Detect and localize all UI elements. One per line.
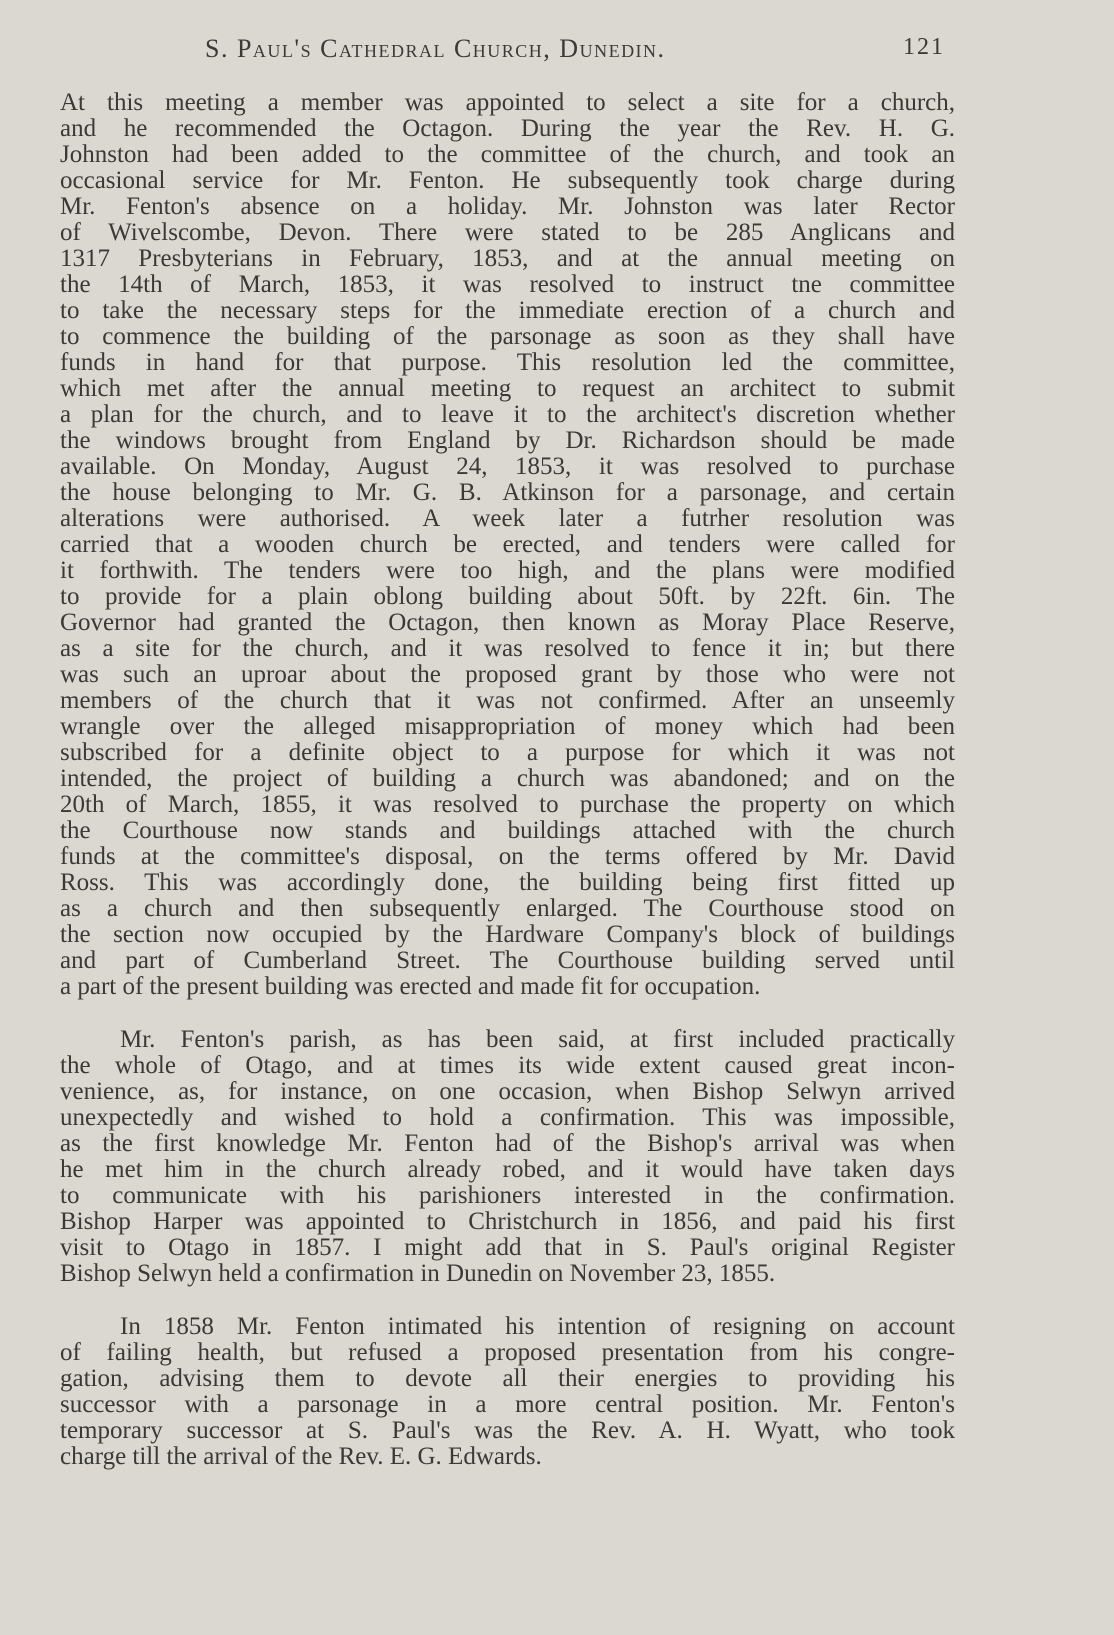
text-line: the section now occupied by the Hardware Company's block of buildings (60, 921, 955, 948)
text-line: temporary successor at S. Paul's was the Rev. A. H. Wyatt, who took (60, 1417, 955, 1444)
text-line: as a church and then subsequently enlarged. The Courthouse stood on (60, 895, 955, 922)
text-line: Mr. Fenton's parish, as has been said, at first included practically (120, 1026, 955, 1053)
paragraph-gap (60, 1287, 955, 1314)
text-line: funds at the committee's disposal, on the terms offered by Mr. David (60, 843, 955, 870)
text-line: it forthwith. The tenders were too high, and the plans were modified (60, 557, 955, 584)
text-line: the windows brought from England by Dr. Richardson should be made (60, 427, 955, 454)
text-line: Mr. Fenton's absence on a holiday. Mr. Johnston was later Rector (60, 193, 955, 220)
text-line: funds in hand for that purpose. This resolution led the committee, (60, 349, 955, 376)
text-line: the whole of Otago, and at times its wide extent caused great incon- (60, 1052, 955, 1079)
text-line: to take the necessary steps for the immediate erection of a church and (60, 297, 955, 324)
text-line: a plan for the church, and to leave it to the architect's discretion whether (60, 401, 955, 428)
text-line: Governor had granted the Octagon, then known as Moray Place Reserve, (60, 609, 955, 636)
text-line: wrangle over the alleged misappropriation of money which had been (60, 713, 955, 740)
text-line: of failing health, but refused a proposed presentation from his congre- (60, 1339, 955, 1366)
text-line: members of the church that it was not confirmed. After an unseemly (60, 687, 955, 714)
text-line: was such an uproar about the proposed grant by those who were not (60, 661, 955, 688)
running-head (205, 34, 945, 68)
text-line: to provide for a plain oblong building about 50ft. by 22ft. 6in. The (60, 583, 955, 610)
paragraph-gap (60, 1000, 955, 1027)
text-line: the 14th of March, 1853, it was resolved to instruct tne committee (60, 271, 955, 298)
running-title: S. Paul's Cathedral Church, Dunedin. (205, 34, 666, 63)
text-line: the house belonging to Mr. G. B. Atkinson for a parsonage, and certain (60, 479, 955, 506)
text-line: to commence the building of the parsonage as soon as they shall have (60, 323, 955, 350)
text-line: Bishop Selwyn held a confirmation in Dunedin on November 23, 1855. (60, 1260, 776, 1287)
text-line: available. On Monday, August 24, 1853, it was resolved to purchase (60, 453, 955, 480)
body-text (60, 90, 955, 1470)
text-line: intended, the project of building a church was abandoned; and on the (60, 765, 955, 792)
text-line: In 1858 Mr. Fenton intimated his intention of resigning on account (120, 1313, 955, 1340)
text-line: to communicate with his parishioners interested in the confirmation. (60, 1182, 955, 1209)
paragraph (60, 1314, 955, 1470)
text-line: Johnston had been added to the committee of the church, and took an (60, 141, 955, 168)
text-line: alterations were authorised. A week later a futrher resolution was (60, 505, 955, 532)
text-line: the Courthouse now stands and buildings attached with the church (60, 817, 955, 844)
text-line: and he recommended the Octagon. During the year the Rev. H. G. (60, 115, 955, 142)
text-line: which met after the annual meeting to request an architect to submit (60, 375, 955, 402)
text-line: charge till the arrival of the Rev. E. G. Edwards. (60, 1443, 542, 1470)
text-line: of Wivelscombe, Devon. There were stated to be 285 Anglicans and (60, 219, 955, 246)
text-line: successor with a parsonage in a more central position. Mr. Fenton's (60, 1391, 955, 1418)
text-line: visit to Otago in 1857. I might add that in S. Paul's original Register (60, 1234, 955, 1261)
text-line: subscribed for a definite object to a purpose for which it was not (60, 739, 955, 766)
text-line: Bishop Harper was appointed to Christchurch in 1856, and paid his first (60, 1208, 955, 1235)
text-line: as a site for the church, and it was resolved to fence it in; but there (60, 635, 955, 662)
paragraph (60, 90, 955, 1000)
text-line: Ross. This was accordingly done, the building being first fitted up (60, 869, 955, 896)
text-line: occasional service for Mr. Fenton. He subsequently took charge during (60, 167, 955, 194)
text-line: gation, advising them to devote all their energies to providing his (60, 1365, 955, 1392)
text-line: venience, as, for instance, on one occasion, when Bishop Selwyn arrived (60, 1078, 955, 1105)
text-line: as the first knowledge Mr. Fenton had of the Bishop's arrival was when (60, 1130, 955, 1157)
text-line: 1317 Presbyterians in February, 1853, and at the annual meeting on (60, 245, 955, 272)
text-line: he met him in the church already robed, and it would have taken days (60, 1156, 955, 1183)
text-line: carried that a wooden church be erected, and tenders were called for (60, 531, 955, 558)
text-line: and part of Cumberland Street. The Courthouse building served until (60, 947, 955, 974)
text-line: 20th of March, 1855, it was resolved to purchase the property on which (60, 791, 955, 818)
text-line: a part of the present building was erected and made fit for occupation. (60, 973, 761, 1000)
text-line: At this meeting a member was appointed to select a site for a church, (60, 89, 955, 116)
text-line: unexpectedly and wished to hold a confirmation. This was impossible, (60, 1104, 955, 1131)
page-number: 121 (903, 34, 945, 60)
paragraph (60, 1027, 955, 1287)
